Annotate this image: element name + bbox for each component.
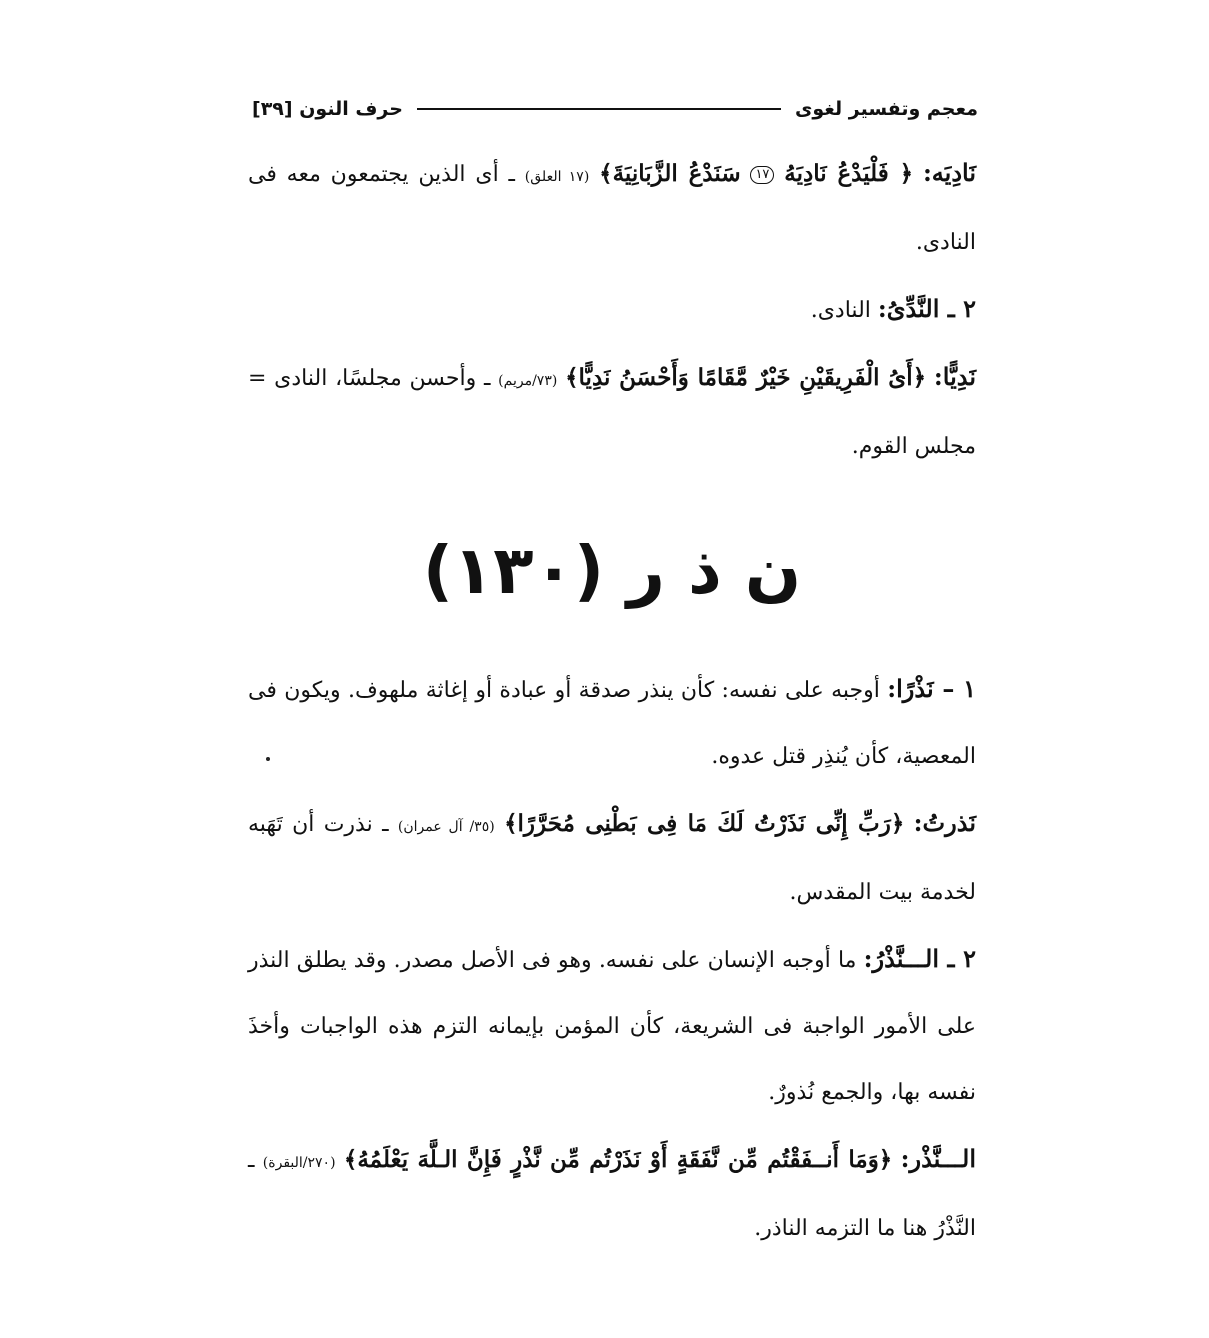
entry-text: ـ وأحسن مجلسًا، النادى = مجلس القوم. [248, 366, 976, 459]
root-heading: ن ذ ر (١٣٠) [422, 532, 802, 609]
entry-nadhartu [248, 790, 976, 926]
entry-term: الـــنَّذْر: [900, 1144, 976, 1173]
entry-text: ما أوجبه الإنسان على نفسه. وهو فى الأصل مصدر. وقد يطلق النذر على الأمور الواجبة فى الشريعة، كأن المؤمن بإيمانه التزم هذه الواجبات وأخذَ نفسه بها، والجمع نُذورٌ. [248, 948, 976, 1105]
verse-reference: (٢٧٠/البقرة) [262, 1155, 336, 1171]
chapter-label: حرف النون [٣٩] [252, 98, 403, 120]
entry-term: نَدِيًّا: [933, 362, 977, 391]
quran-verse: ﴿أَىُ الْفَرِيقَيْنِ خَيْرٌ مَّقَامًا وَأَحْسَنُ نَدِيًّا﴾ [565, 364, 927, 391]
entry-text: ـ نذرت أن تَهَبه لخدمة بيت المقدس. [248, 812, 976, 905]
entry-term: ٢ ـ النَّدِّىُ: [877, 294, 976, 323]
entry-text: ـ النَّذْرُ هنا ما التزمه الناذر. [248, 1148, 976, 1241]
entry-al-nadhr-verse [248, 1126, 976, 1262]
entry-nadiyyan [248, 344, 976, 480]
scan-speck [266, 757, 270, 761]
verse-reference: (١٧ العلق) [524, 169, 590, 185]
entry-nadhran [248, 656, 976, 790]
header-rule [417, 108, 781, 110]
entry-text: ـ أى الذين يجتمعون معه فى النادى. [248, 162, 976, 255]
entry-al-nadhr [248, 926, 976, 1126]
entry-term: نَادِيَه: [922, 158, 977, 187]
running-header [252, 92, 978, 126]
verse-number: ١٧ [750, 166, 774, 184]
verse-reference: (٧٣/مريم) [498, 373, 558, 389]
quran-verse: ﴿ فَلْيَدْعُ نَادِيَهُ [784, 160, 914, 187]
entry-text: النادى. [810, 298, 871, 323]
page-body [248, 140, 976, 1262]
entry-term: ١ – نَذْرًا: [887, 674, 976, 703]
verse-reference: (٣٥/ آل عمران) [397, 819, 495, 835]
entry-nadiyah [248, 140, 976, 276]
entry-term: نَذرتُ: [913, 808, 976, 837]
quran-verse-cont: سَنَدْعُ الزَّبَانِيَةَ﴾ [599, 160, 741, 187]
book-title: معجم وتفسير لغوى [794, 98, 978, 120]
entry-term: ٢ ـ الـــنَّذْرُ: [863, 944, 977, 973]
quran-verse: ﴿وَمَا أَنــفَقْتُم مِّن نَّفَقَةٍ أَوْ نَذَرْتُم مِّن نَّذْرٍ فَإِنَّ الـلَّهَ يَعْلَمُهُ﴾ [343, 1146, 893, 1173]
entry-text: أوجبه على نفسه: كأن ينذر صدقة أو عبادة أو إغاثة ملهوف. ويكون فى المعصية، كأن يُنذِر قتل عدوه. [248, 678, 976, 769]
quran-verse: ﴿رَبِّ إِنِّى نَذَرْتُ لَكَ مَا فِى بَطْنِى مُحَرَّرًا﴾ [504, 810, 905, 837]
entry-nadiyy [248, 276, 976, 344]
